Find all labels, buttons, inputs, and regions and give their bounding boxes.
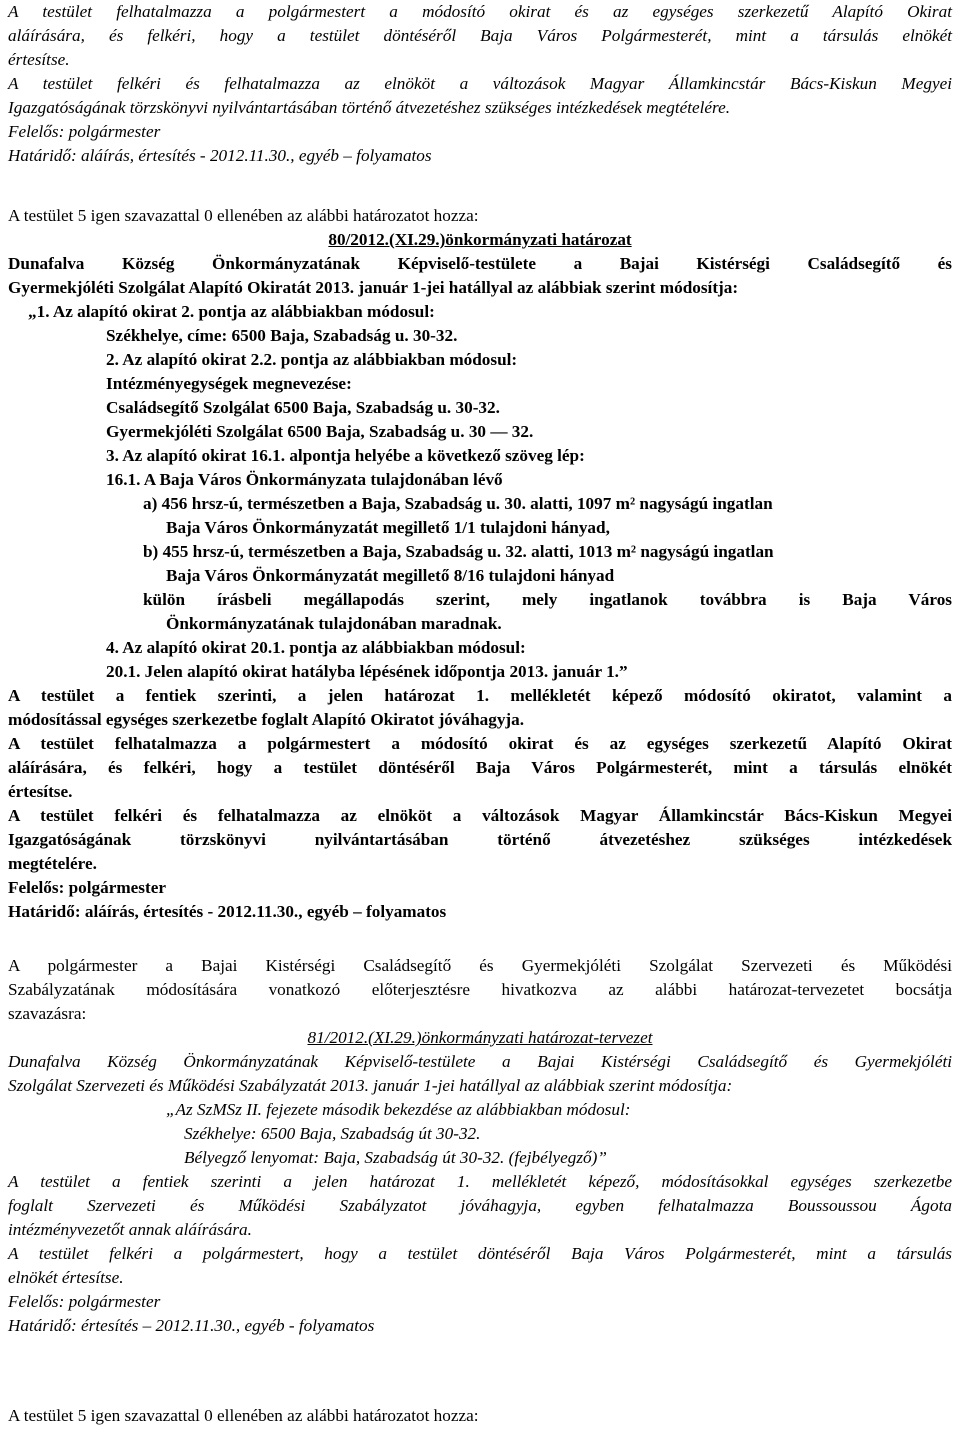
document-line: 16.1. A Baja Város Önkormányzata tulajdonában lévő bbox=[106, 470, 503, 489]
document-line: Intézményegységek megnevezése: bbox=[106, 374, 352, 393]
document-line: Határidő: aláírás, értesítés - 2012.11.30., egyéb – folyamatos bbox=[8, 146, 432, 165]
document-line: Családsegítő Szolgálat 6500 Baja, Szabadság u. 30-32. bbox=[106, 398, 500, 417]
document-line: A polgármester a Bajai Kistérségi Családsegítő és Gyermekjóléti Szolgálat Szervezeti és Működési bbox=[8, 956, 952, 975]
document-line: Baja Város Önkormányzatát megillető 8/16 tulajdoni hányad bbox=[166, 566, 615, 585]
document-line: aláírására, és felkéri, hogy a testület döntéséről Baja Város Polgármesterét, mint a társulás elnökét bbox=[8, 758, 952, 777]
document-line: a) 456 hrsz-ú, természetben a Baja, Szabadság u. 30. alatti, 1097 m² nagyságú ingatlan bbox=[143, 494, 773, 513]
document-line: Székhelye, címe: 6500 Baja, Szabadság u. 30-32. bbox=[106, 326, 458, 345]
document-line: Önkormányzatának tulajdonában maradnak. bbox=[166, 614, 502, 633]
document-line: aláírására, és felkéri, hogy a testület döntéséről Baja Város Polgármesterét, mint a társulás elnökét bbox=[8, 26, 952, 45]
document-line: A testület felkéri és felhatalmazza az elnököt a változások Magyar Államkincstár Bács-Kiskun Megyei bbox=[8, 806, 952, 825]
document-line: 20.1. Jelen alapító okirat hatályba lépésének időpontja 2013. január 1.” bbox=[106, 662, 628, 681]
document-line: megtételére. bbox=[8, 854, 97, 873]
document-line: értesítse. bbox=[8, 782, 73, 801]
document-line: Felelős: polgármester bbox=[8, 1292, 161, 1311]
document-line: A testület a fentiek szerinti a jelen határozat 1. mellékletét képező, módosításokkal egységes szerkezetbe bbox=[8, 1172, 952, 1191]
document-line: 81/2012.(XI.29.)önkormányzati határozat-tervezet bbox=[307, 1028, 653, 1047]
document-line: Szolgálat Szervezeti és Működési Szabályzatát 2013. január 1-jei hatállyal az alábbiak szerint módosítja: bbox=[8, 1076, 733, 1095]
document-line: elnökét értesítse. bbox=[8, 1268, 124, 1287]
document-line: „Az SzMSz II. fejezete második bekezdése az alábbiakban módosul: bbox=[166, 1100, 631, 1119]
document-line: módosítással egységes szerkezetbe foglalt Alapító Okiratot jóváhagyja. bbox=[8, 710, 525, 729]
document-line: Gyermekjóléti Szolgálat 6500 Baja, Szabadság u. 30 — 32. bbox=[106, 422, 534, 441]
document-line: Igazgatóságának törzskönyvi nyilvántartásában történő átvezetéshez szükséges intézkedések bbox=[8, 830, 952, 849]
document-line: Felelős: polgármester bbox=[8, 122, 161, 141]
document-line: A testület felkéri a polgármestert, hogy a testület döntéséről Baja Város Polgármesterét, mint a társulás bbox=[8, 1244, 952, 1263]
document-line: szavazásra: bbox=[8, 1004, 87, 1023]
document-line: „1. Az alapító okirat 2. pontja az alábbiakban módosul: bbox=[28, 302, 435, 321]
document-line: A testület 5 igen szavazattal 0 ellenében az alábbi határozatot hozza: bbox=[8, 1406, 479, 1425]
document-line: A testület felhatalmazza a polgármestert a módosító okirat és az egységes szerkezetű Alapító Okirat bbox=[8, 734, 952, 753]
document-line: 2. Az alapító okirat 2.2. pontja az alábbiakban módosul: bbox=[106, 350, 518, 369]
document-line: Határidő: aláírás, értesítés - 2012.11.30., egyéb – folyamatos bbox=[8, 902, 447, 921]
document-line: A testület 5 igen szavazattal 0 ellenében az alábbi határozatot hozza: bbox=[8, 206, 479, 225]
document-line: külön írásbeli megállapodás szerint, mely ingatlanok továbbra is Baja Város bbox=[143, 590, 952, 609]
document-line: Dunafalva Község Önkormányzatának Képviselő-testülete a Bajai Kistérségi Családsegítő és bbox=[8, 254, 952, 273]
document-line: Dunafalva Község Önkormányzatának Képviselő-testülete a Bajai Kistérségi Családsegítő és Gyermekjóléti bbox=[8, 1052, 952, 1071]
document-line: Szabályzatának módosítására vonatkozó előterjesztésre hivatkozva az alábbi határozat-tervezetet bocsátja bbox=[8, 980, 952, 999]
document-line: Gyermekjóléti Szolgálat Alapító Okiratát 2013. január 1-jei hatállyal az alábbiak szerint módosítja: bbox=[8, 278, 739, 297]
document-line: Székhelye: 6500 Baja, Szabadság út 30-32. bbox=[184, 1124, 481, 1143]
document-line: A testület felhatalmazza a polgármestert a módosító okirat és az egységes szerkezetű Alapító Okirat bbox=[8, 2, 952, 21]
document-line: intézményvezetőt annak aláírására. bbox=[8, 1220, 252, 1239]
document-line: 3. Az alapító okirat 16.1. alpontja helyébe a következő szöveg lép: bbox=[106, 446, 585, 465]
document-line: 4. Az alapító okirat 20.1. pontja az alábbiakban módosul: bbox=[106, 638, 526, 657]
document-line: Igazgatóságának törzskönyvi nyilvántartásában történő átvezetéshez szükséges intézkedések megtételére. bbox=[8, 98, 731, 117]
document-line: 80/2012.(XI.29.)önkormányzati határozat bbox=[328, 230, 632, 249]
document-line: Baja Város Önkormányzatát megillető 1/1 tulajdoni hányad, bbox=[166, 518, 610, 537]
document-line: Határidő: értesítés – 2012.11.30., egyéb - folyamatos bbox=[8, 1316, 375, 1335]
document-line: A testület felkéri és felhatalmazza az elnököt a változások Magyar Államkincstár Bács-Kiskun Megyei bbox=[8, 74, 952, 93]
document-line: értesítse. bbox=[8, 50, 70, 69]
document-line: Bélyegző lenyomat: Baja, Szabadság út 30-32. (fejbélyegző)” bbox=[184, 1148, 607, 1167]
document-line: Felelős: polgármester bbox=[8, 878, 166, 897]
document-line: A testület a fentiek szerinti, a jelen határozat 1. mellékletét képező módosító okiratot, valamint a bbox=[8, 686, 952, 705]
document-line: foglalt Szervezeti és Működési Szabályzatot jóváhagyja, egyben felhatalmazza Boussoussou Ágota bbox=[8, 1196, 952, 1215]
document-line: b) 455 hrsz-ú, természetben a Baja, Szabadság u. 32. alatti, 1013 m² nagyságú ingatlan bbox=[143, 542, 774, 561]
